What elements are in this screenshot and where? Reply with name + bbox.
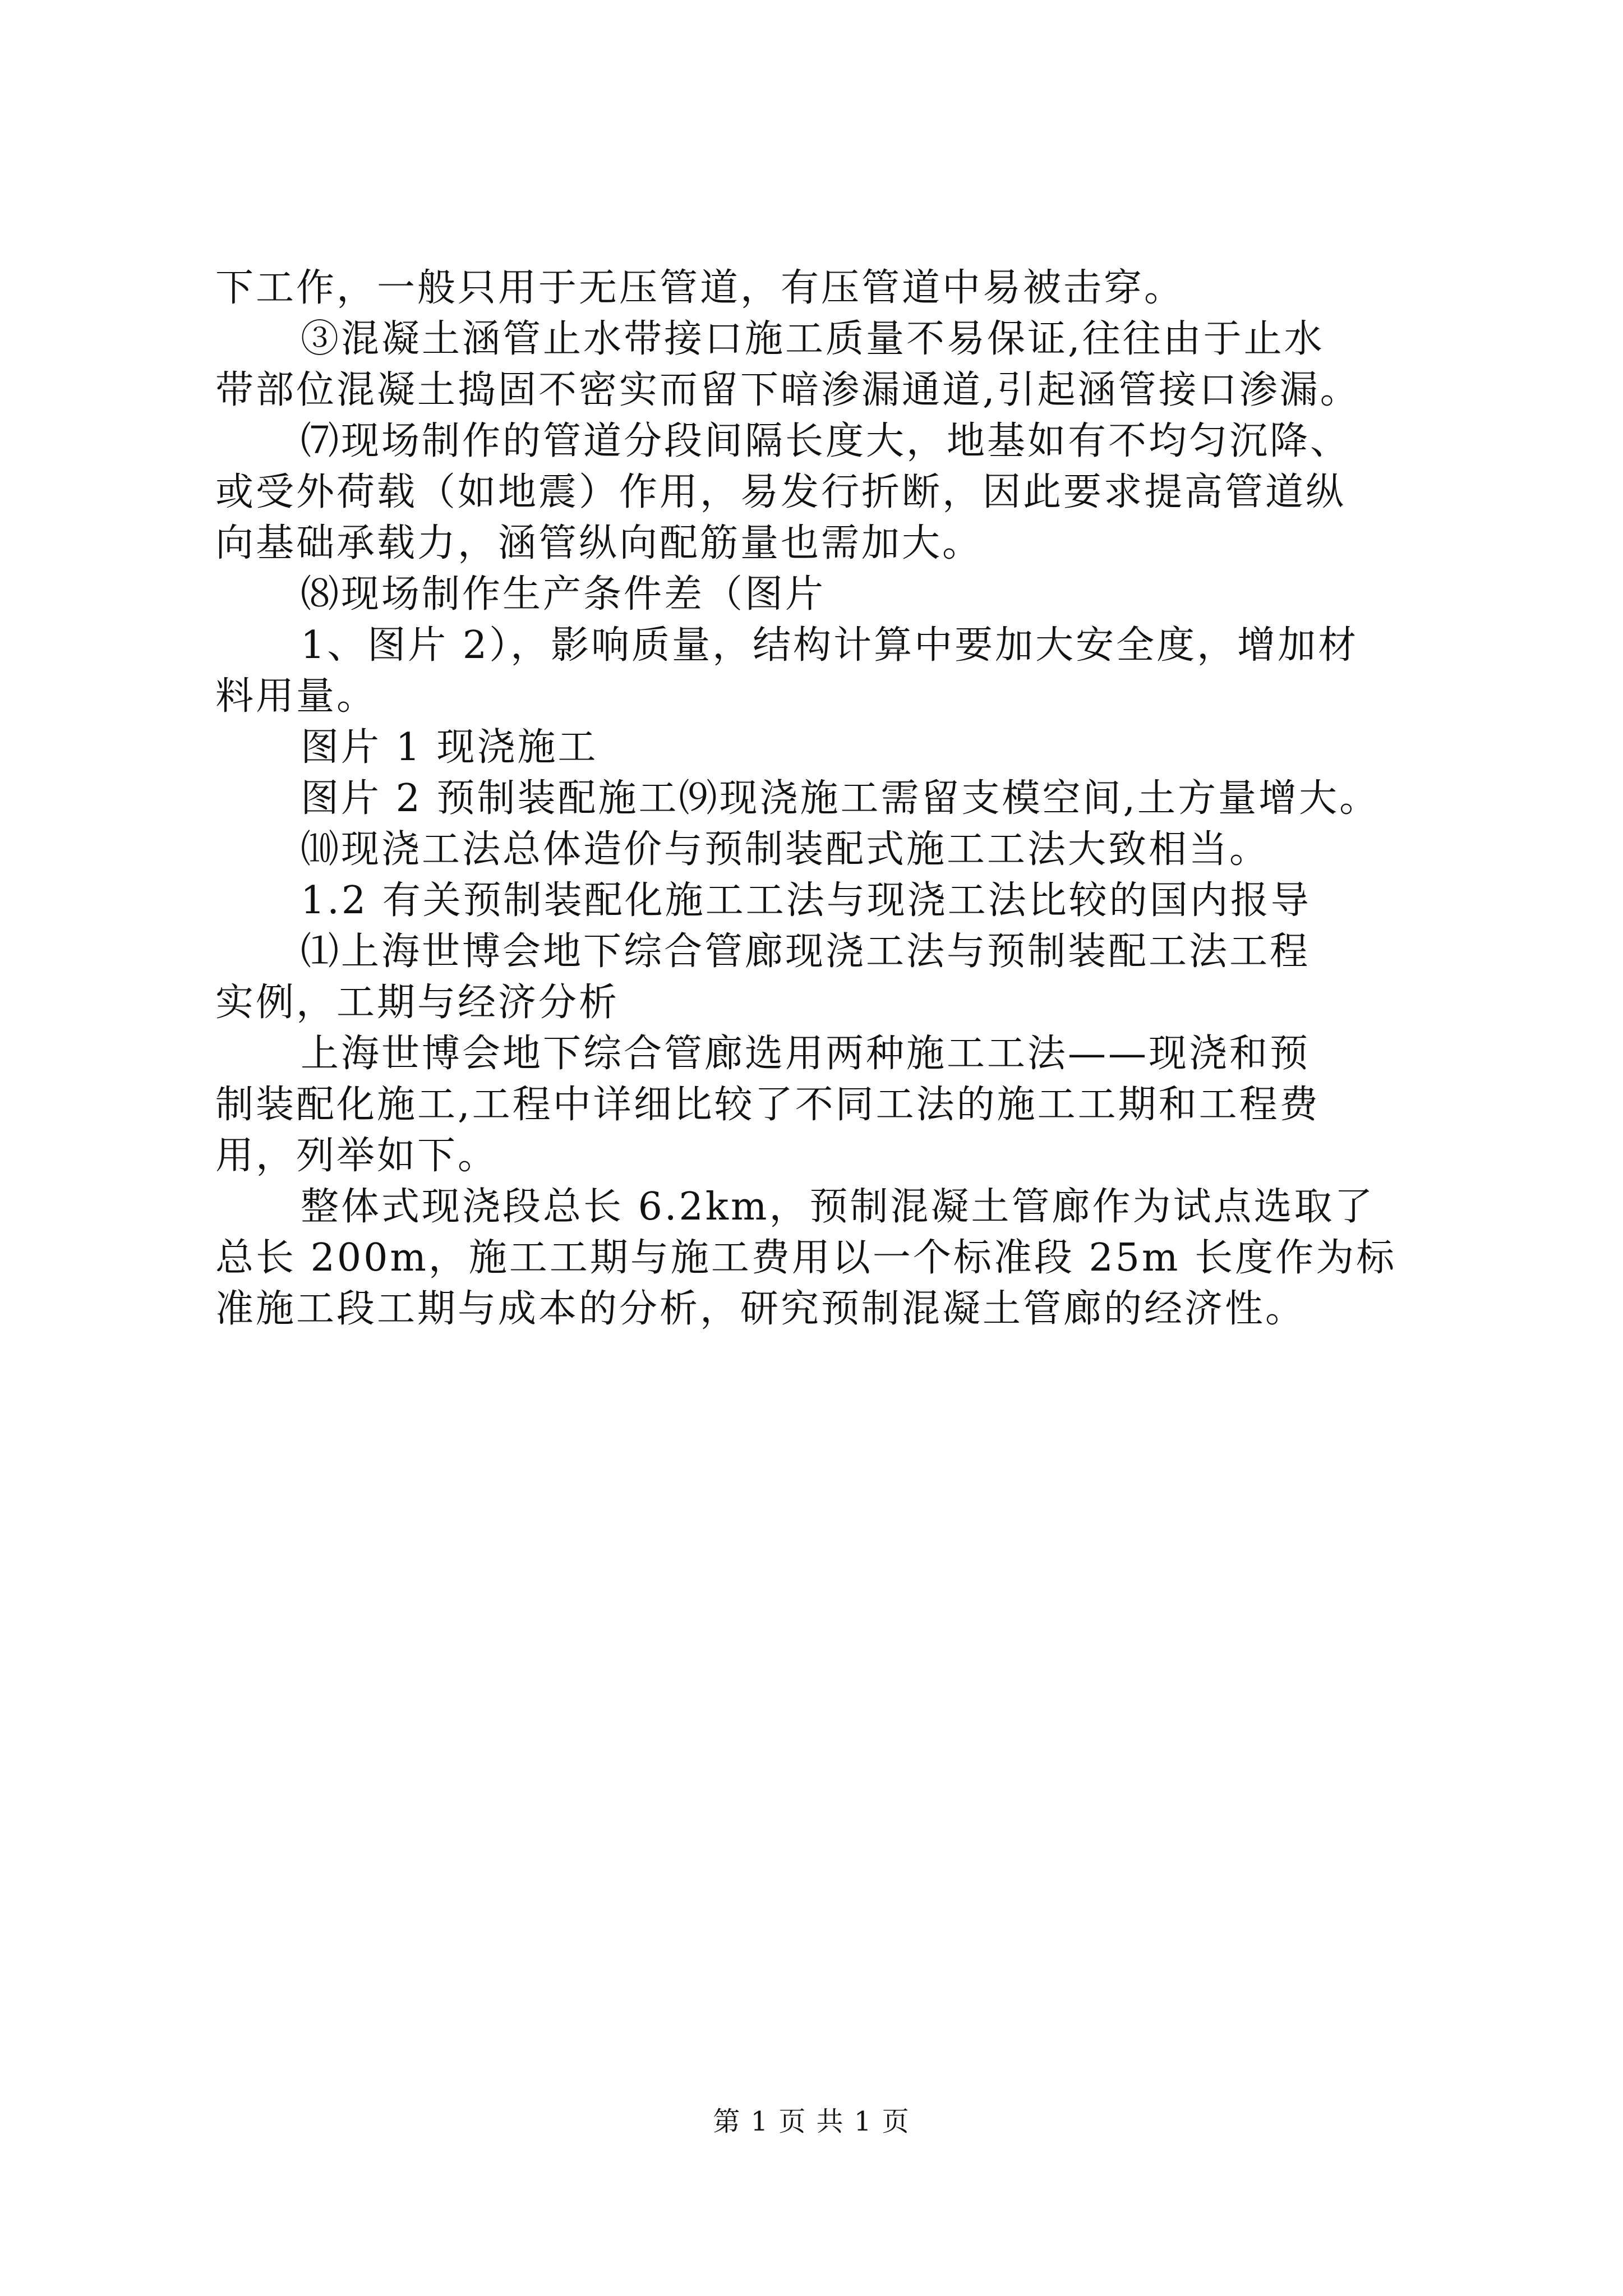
text-line: ⑽现浇工法总体造价与预制装配式施工工法大致相当。 [301, 827, 1270, 872]
text-line: 向基础承载力，涵管纵向配筋量也需加大。 [215, 521, 983, 565]
text-line: 实例，工期与经济分析 [215, 981, 620, 1025]
section-heading: 1.2 有关预制装配化施工工法与现浇工法比较的国内报导 [301, 878, 1311, 923]
text-line: 1、图片 2），影响质量，结构计算中要加大安全度，增加材 [301, 623, 1359, 668]
text-line: 或受外荷载（如地震）作用，易发行折断，因此要求提高管道纵 [215, 470, 1347, 514]
text-line: 整体式现浇段总长 6.2km，预制混凝土管廊作为试点选取了 [301, 1185, 1375, 1229]
page-footer: 第 1 页 共 1 页 [713, 2106, 910, 2137]
text-line: 准施工段工期与成本的分析，研究预制混凝土管廊的经济性。 [215, 1287, 1306, 1331]
text-line: 上海世博会地下综合管廊选用两种施工工法——现浇和预 [301, 1032, 1311, 1076]
text-line: 总长 200m，施工工期与施工费用以一个标准段 25m 长度作为标 [215, 1236, 1397, 1280]
text-line: ⑻现场制作生产条件差（图片 [301, 572, 826, 616]
text-line: 料用量。 [215, 674, 377, 719]
text-line: 下工作，一般只用于无压管道，有压管道中易被击穿。 [215, 266, 1185, 310]
figure-caption: 图片 1 现浇施工 [301, 725, 598, 770]
text-line: ⑺现场制作的管道分段间隔长度大，地基如有不均匀沉降、 [301, 419, 1351, 463]
text-line: ③混凝土涵管止水带接口施工质量不易保证,往往由于止水 [301, 317, 1325, 361]
text-line: 制装配化施工,工程中详细比较了不同工法的施工工期和工程费 [215, 1083, 1320, 1127]
text-line: ⑴上海世博会地下综合管廊现浇工法与预制装配工法工程 [301, 930, 1311, 974]
text-line: 带部位混凝土捣固不密实而留下暗渗漏通道,引起涵管接口渗漏。 [215, 368, 1361, 412]
document-body [215, 263, 1505, 1335]
text-line: 用，列举如下。 [215, 1134, 499, 1178]
text-line: 图片 2 预制装配施工⑼现浇施工需留支模空间,土方量增大。 [301, 776, 1380, 821]
